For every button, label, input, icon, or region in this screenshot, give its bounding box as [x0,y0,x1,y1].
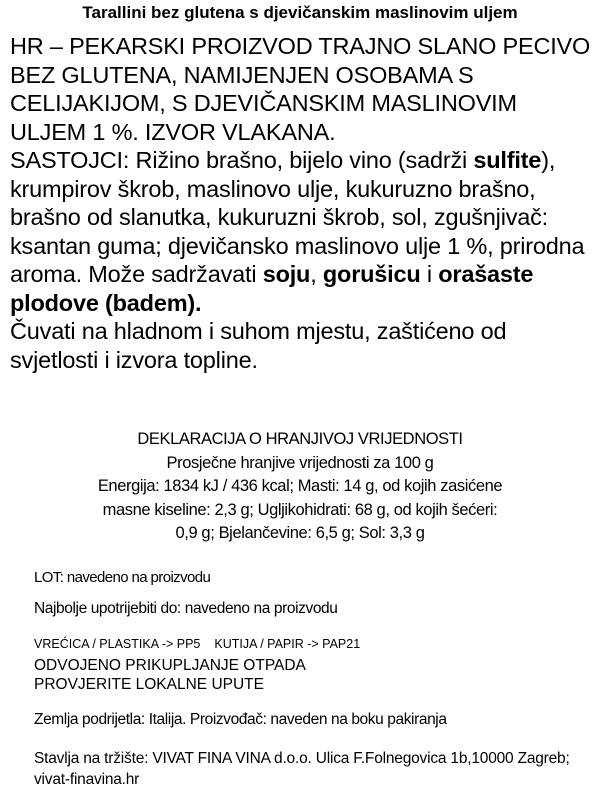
nutrition-line: 0,9 g; Bjelančevine: 6,5 g; Sol: 3,3 g [175,524,425,542]
allergen-soja: soju [262,261,311,287]
storage-instructions: Čuvati na hladnom i suhom mjestu, zaštićeno od svjetlosti i izvora topline. [10,318,507,373]
lot-info: LOT: navedeno na proizvodu [34,569,211,586]
recycling-note: PROVJERITE LOKALNE UPUTE [34,676,264,693]
ingredients-part-1: Rižino brašno, bijelo vino (sadrži [129,147,474,173]
distributor-info: Stavlja na tržište: VIVAT FINA VINA d.o.o. Ulica F.Folnegovica 1b,10000 Zagreb; vivat-finavina.hr [34,750,570,788]
best-before: Najbolje upotrijebiti do: navedeno na proizvodu [34,600,338,617]
product-title: Tarallini bez glutena s djevičanskim maslinovim uljem [82,3,518,22]
nutrition-line: masne kiseline: 2,3 g; Ugljikohidrati: 68 g, od kojih šećeri: [102,500,498,519]
recycling-note: ODVOJENO PRIKUPLJANJE OTPADA [34,657,306,674]
allergen-gorusica: gorušicu [322,261,421,287]
nutrition-subheading: Prosječne hranjive vrijednosti za 100 g [166,453,434,472]
product-intro: HR – PEKARSKI PROIZVOD TRAJNO SLANO PECIVO BEZ GLUTENA, NAMIJENJEN OSOBAMA S CELIJAKIJOM, S DJEVIČANSKIM MASLINOVIM ULJEM 1 %. IZVOR VLAKANA. [10,33,591,145]
nutrition-line: Energija: 1834 kJ / 436 kcal; Masti: 14 g, od kojih zasićene [97,477,503,495]
separator: i [420,261,439,287]
product-description [10,32,595,374]
ingredients [10,146,595,317]
ingredients-part-2: ), krumpirov škrob, maslinovo ulje, kukuruzno brašno, brašno od slanutka, kukuruzni škrob, sol, zgušnjivač: ksantan guma; djevičansko maslinovo ulje 1 %, prirodna aroma. Može sadržavati [10,147,585,287]
country-of-origin: Zemlja podrijetla: Italija. Proizvođač: naveden na boku pakiranja [34,711,447,728]
recycling-codes [34,637,360,651]
ingredients-label: SASTOJCI: [10,147,130,173]
nutrition-declaration [0,428,600,546]
allergen-sulfite: sulfite [473,147,542,173]
recycling-notes [34,656,306,694]
recycling-code-bag: VREĆICA / PLASTIKA -> PP5 [34,637,201,651]
nutrition-heading: DEKLARACIJA O HRANJIVOJ VRIJEDNOSTI [137,430,463,448]
recycling-code-box: KUTIJA / PAPIR -> PAP21 [214,637,361,651]
allergen-orasaste: orašaste plodove (badem). [10,261,534,316]
separator: , [310,261,323,287]
